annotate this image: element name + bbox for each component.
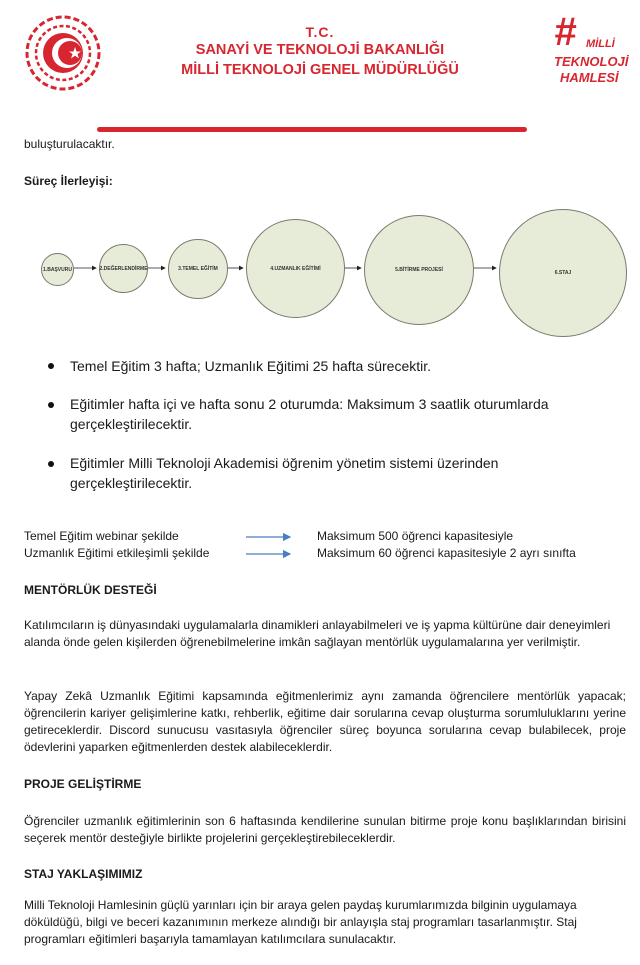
process-step: 4.UZMANLIK EĞİTİMİ [246, 219, 345, 318]
process-arrows [0, 0, 640, 340]
process-step: 3.TEMEL EĞİTİM [168, 239, 228, 299]
capacity-right: Maksimum 500 öğrenci kapasitesiyle [317, 529, 514, 543]
header-line-2: SANAYİ VE TEKNOLOJİ BAKANLIĞI [195, 42, 445, 58]
process-step: 2.DEĞERLENDİRME [99, 244, 148, 293]
capacity-left: Temel Eğitim webinar şekilde [24, 529, 179, 543]
capacity-left: Uzmanlık Eğitimi etkileşimli şekilde [24, 546, 210, 560]
intro-text: buluşturulacaktır. [24, 137, 115, 151]
bullet-item: Temel Eğitim 3 hafta; Uzmanlık Eğitimi 25 hafta sürecektir. [70, 358, 432, 374]
bullet-dot [48, 402, 54, 408]
mentor-heading: MENTÖRLÜK DESTEĞİ [24, 583, 157, 597]
bullet-item: Eğitimler Milli Teknoloji Akademisi öğrenim yönetim sistemi üzerinden gerçekleştirilecektir. [70, 455, 499, 491]
process-step: 1.BAŞVURU [41, 253, 74, 286]
header-line-3: MİLLİ TEKNOLOJİ GENEL MÜDÜRLÜĞÜ [181, 62, 459, 78]
process-step: 6.STAJ [499, 209, 627, 337]
capacity-arrows [240, 525, 300, 565]
internship-paragraph: Milli Teknoloji Hamlesinin güçlü yarınları için bir araya gelen paydaş kurumlarımızda bilginin uygulamaya döküldüğü, bilgi ve beceri kazanımının merkeze alındığı bir anlayışla staj programları tasarlanmıştır. Staj programları eğitimleri başarıyla tamamlayan katılımcılara sunulacaktır. [24, 898, 577, 946]
process-step: 5.BİTİRME PROJESİ [364, 215, 474, 325]
bullet-dot [48, 461, 54, 467]
bullet-dot [48, 363, 54, 369]
bullet-item: Eğitimler hafta içi ve hafta sonu 2 oturumda: Maksimum 3 saatlik oturumlarda gerçekleştirilecektir. [70, 396, 549, 432]
project-heading: PROJE GELİŞTİRME [24, 777, 142, 791]
internship-heading: STAJ YAKLAŞIMIMIZ [24, 867, 143, 881]
milli-teknoloji-hamlesi-logo: # MİLLİ TEKNOLOJİ HAMLESİ [554, 10, 629, 85]
process-heading: Süreç İlerleyişi: [24, 174, 113, 188]
mentor-paragraph-2: Yapay Zekâ Uzmanlık Eğitimi kapsamında eğitmenlerimiz aynı zamanda öğrencilere mentörlük yapacak; öğrencilerin kariyer gelişimlerine katkı, rehberlik, eğitime dair sorularına cevap oluşturma sorumluluklarını yerine getireceklerdir. Discord sunucusu vasıtasıyla öğrenciler süreç boyunca sorularına cevap bulabilecek, proje ödevlerini yaparken eğitmenlerden destek alabileceklerdir. [24, 689, 626, 754]
header-line-1: T.C. [305, 24, 335, 40]
mentor-paragraph-1: Katılımcıların iş dünyasındaki uygulamalarla dinamikleri anlayabilmeleri ve iş yapma kültürüne dair deneyimleri alanda önde gelen kişilerden öğrenebilmelerine imkân sağlayan mentörlük uygulamalarına yer verilmiştir. [24, 618, 611, 649]
project-paragraph: Öğrenciler uzmanlık eğitimlerinin son 6 haftasında kendilerine sunulan bitirme proje konu başlıklarından birisini seçerek mentör desteğiyle birlikte projelerini gerçekleştirebileceklerdir. [24, 814, 626, 845]
capacity-right: Maksimum 60 öğrenci kapasitesiyle 2 ayrı sınıfta [317, 546, 576, 560]
